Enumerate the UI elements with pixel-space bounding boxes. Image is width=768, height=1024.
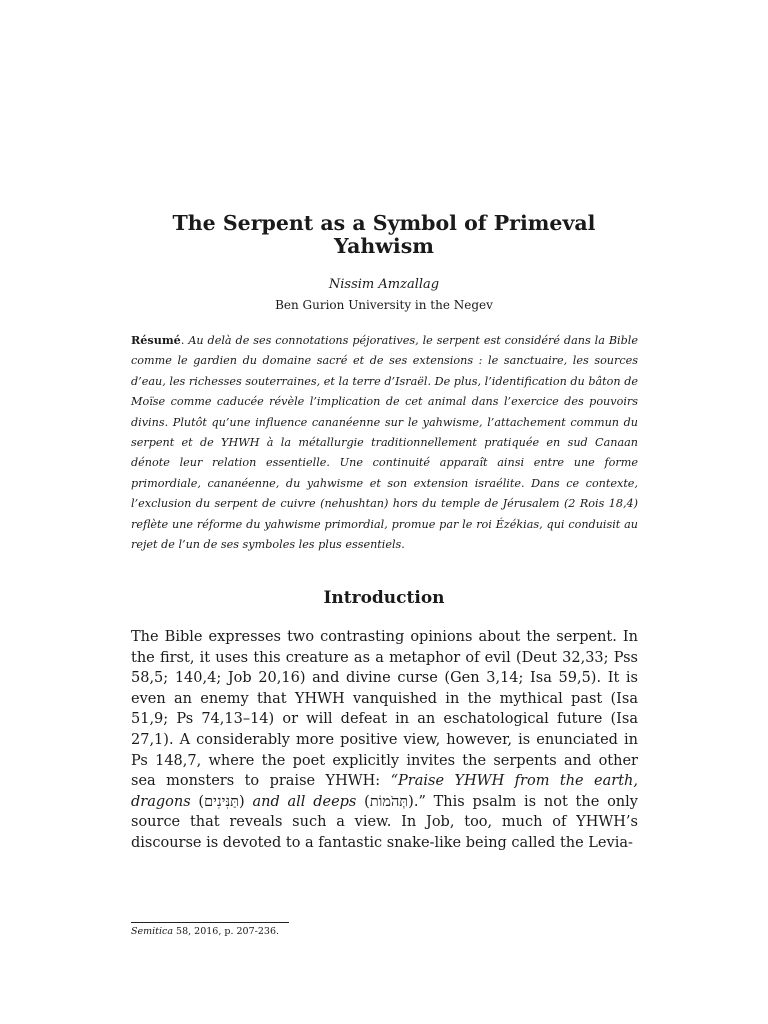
section-heading: Introduction [323, 588, 445, 608]
title-line-2: Yahwism [334, 234, 434, 258]
footnote-details: 58, 2016, p. 207-236. [173, 926, 280, 937]
footnote-journal: Semitica [131, 926, 174, 937]
title-line-1: The Serpent as a Symbol of Primeval [172, 211, 596, 235]
article-title [130, 212, 638, 258]
hebrew-word-tanninim: (תַּנִּינִים) [190, 793, 253, 810]
paragraph-part-1: The Bible expresses two contrasting opinions about the serpent. In the first, it uses this creature as a metaphor of evil (Deut 32,33; Pss 58,5; 140,4; Job 20,16) and divine curse (Gen 3,14; Isa 59,5). It is even an enemy that YHWH vanquished in the mythical past (Isa 51,9; Ps 74,13–14) or will defeat in an eschatological future (Isa 27,1). A considerably more positive view, however, is enunciated in Ps 148,7, where the poet explicitly invites the serpents and other sea monsters to praise YHWH: [131, 629, 638, 790]
quote-part-a: “Praise YHWH from the earth, dragons [131, 773, 638, 810]
quote-part-b: and all deeps [252, 793, 357, 810]
abstract-label: Résumé [131, 333, 181, 347]
footnote-citation [131, 926, 279, 937]
paragraph-part-2: ” This psalm is not the only source that reveals such a view. In Job, too, much of YHWH’s discourse is devoted to a fantastic snake-like being called the Levia- [131, 793, 638, 851]
hebrew-word-tehomot: (תְּהֹמוֹת). [356, 793, 419, 810]
abstract-text: . Au delà de ses connotations péjoratives, le serpent est considéré dans la Bible comme le gardien du domaine sacré et de ses extensions : le sanctuaire, les sources d’eau, les richesses souterraines, et la terre d’Israël. De plus, l’identification du bâton de Moïse comme caducée révèle l’implication de cet animal dans l’exercice des pouvoirs divins. Plutôt qu’une influence cananéenne sur le yahwisme, l’attachement commun du serpent et de YHWH à la métallurgie traditionnellement pratiquée en sud Canaan dénote leur relation essentielle. Une continuité apparaît ainsi entre une forme primordiale, cananéenne, du yahwisme et son extension israélite. Dans ce contexte, l’exclusion du serpent de cuivre (nehushtan) hors du temple de Jérusalem (2 Rois 18,4) reflète une réforme du yahwisme primordial, promue par le roi Ézékias, qui conduisit au rejet de l’un de ses symboles les plus essentiels. [131, 334, 638, 552]
author-affiliation: Ben Gurion University in the Negev [275, 298, 493, 312]
footnote-rule [131, 922, 289, 923]
body-text [131, 627, 638, 854]
abstract-resume [131, 330, 638, 555]
author-name: Nissim Amzallag [328, 277, 440, 292]
body-paragraph [131, 627, 638, 854]
